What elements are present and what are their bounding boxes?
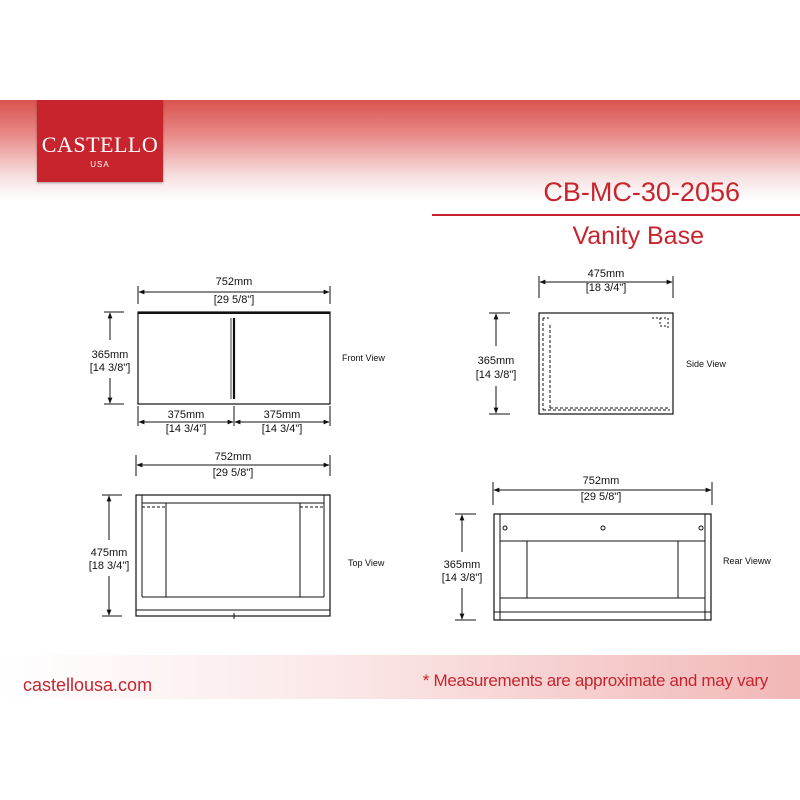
front-left-half-in: [14 3/4"] [165,423,207,435]
top-width-in: [29 5/8"] [212,467,254,479]
side-height-mm: 365mm [477,355,515,367]
measurement-disclaimer: * Measurements are approximate and may vary [422,671,768,690]
rear-width-in: [29 5/8"] [580,491,622,503]
top-depth-in: [18 3/4"] [88,560,130,572]
rear-view-label: Rear Vieww [723,556,771,566]
side-cabinet-outline [539,313,673,414]
front-right-half-in: [14 3/4"] [261,423,303,435]
front-left-half-mm: 375mm [167,409,205,421]
rear-height-in: [14 3/8"] [441,572,483,584]
rear-width-mm: 752mm [582,475,620,487]
side-width-in: [18 3/4"] [585,282,627,294]
product-subtitle: Vanity Base [572,222,704,250]
side-height-in: [14 3/8"] [475,369,517,381]
top-view [102,455,330,619]
top-width-mm: 752mm [214,451,252,463]
rear-height-mm: 365mm [443,559,481,571]
front-view-label: Front View [342,353,385,363]
brand-name: CASTELLO [41,132,159,157]
front-height-mm: 365mm [91,349,129,361]
front-width-mm: 752mm [215,276,253,288]
brand-sub: USA [90,160,110,169]
front-right-half-mm: 375mm [263,409,301,421]
website-link[interactable]: castellousa.com [23,675,153,695]
front-height-in: [14 3/8"] [89,362,131,374]
top-cabinet-outline [136,495,330,616]
side-view [489,276,673,414]
front-view [104,286,330,426]
side-view-label: Side View [686,359,726,369]
top-view-label: Top View [348,558,385,568]
front-width-in: [29 5/8"] [213,294,255,306]
side-width-mm: 475mm [587,268,625,280]
model-number: CB-MC-30-2056 [543,177,740,207]
top-depth-mm: 475mm [90,547,128,559]
